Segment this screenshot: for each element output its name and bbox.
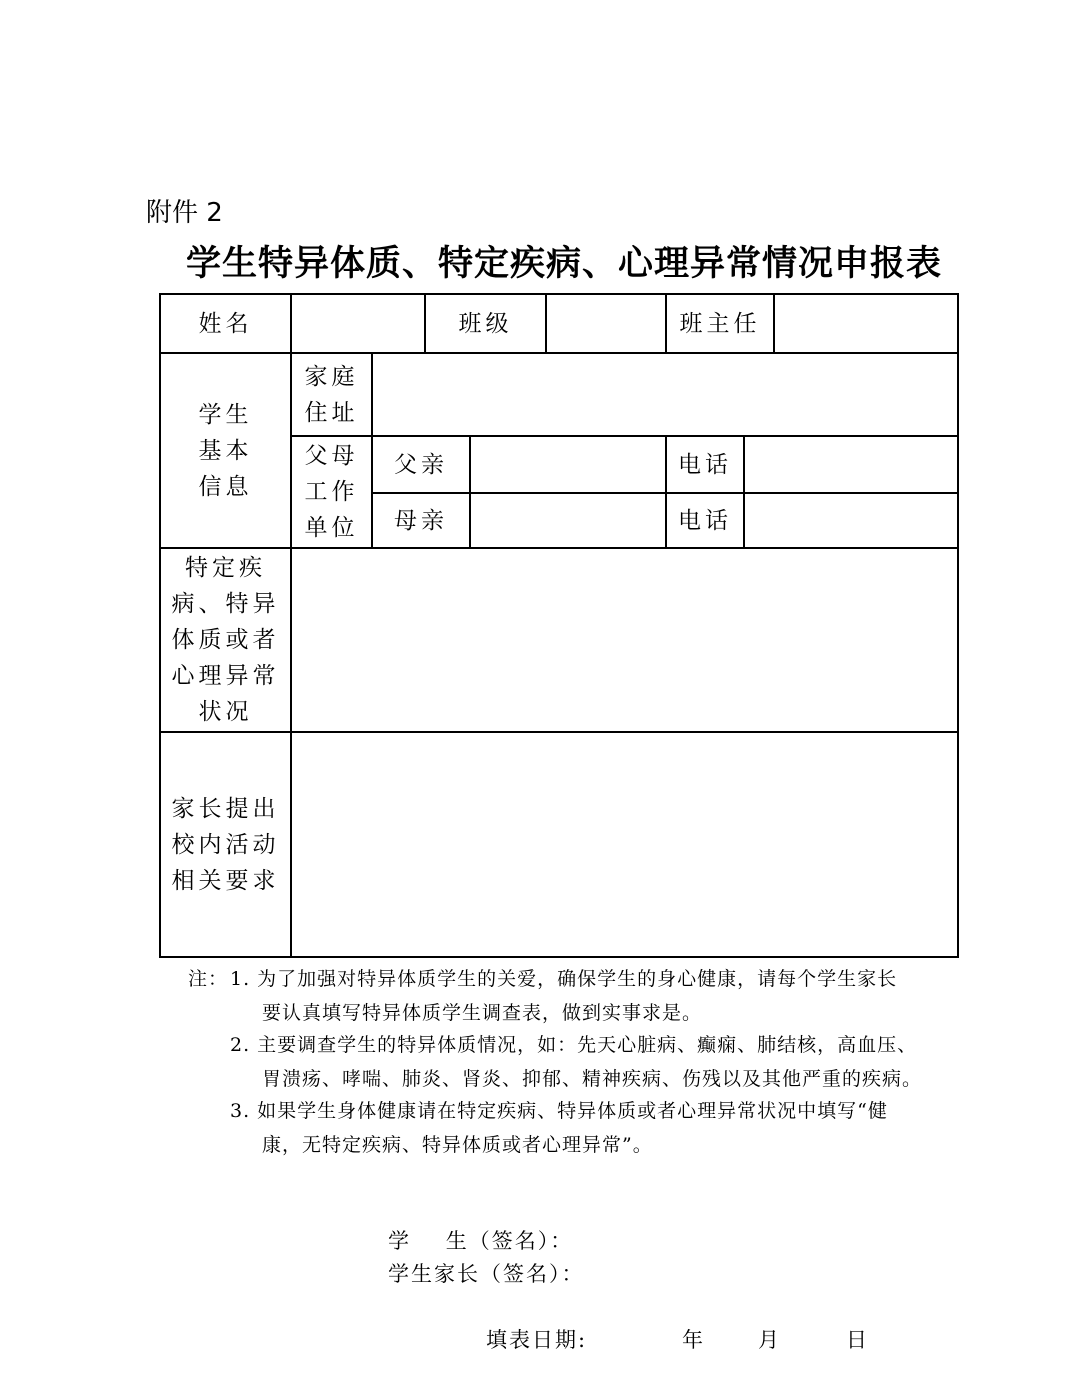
- father-workplace-field[interactable]: [471, 437, 665, 492]
- date-month-label: 月: [758, 1328, 781, 1352]
- parent-requirements-label: 家长提出 校内活动 相关要求: [171, 795, 280, 894]
- father-label: 父亲: [394, 451, 448, 478]
- home-address-field[interactable]: [373, 354, 957, 435]
- note-2-line-1: 2. 主要调查学生的特异体质情况，如：先天心脏病、癫痫、肺结核，高血压、: [230, 1034, 918, 1056]
- student-signature-label: 学 生（签名）：: [388, 1229, 574, 1253]
- note-1-line-1: 1. 为了加强对特异体质学生的关爱，确保学生的身心健康，请每个学生家长: [230, 968, 898, 990]
- class-label: 班级: [458, 310, 513, 337]
- mother-phone-label: 电话: [678, 507, 732, 534]
- note-3-line-2: 康，无特定疾病、特异体质或者心理异常”。: [262, 1134, 653, 1156]
- parent-workplace-label: 父母 工作 单位: [304, 443, 359, 541]
- fill-date-label: 填表日期:: [486, 1328, 588, 1352]
- mother-label: 母亲: [394, 507, 448, 534]
- father-phone-label: 电话: [678, 451, 732, 478]
- attachment-label: 附件 2: [146, 198, 223, 228]
- condition-field[interactable]: [292, 549, 957, 731]
- notes-prefix: 注：: [188, 968, 229, 990]
- mother-phone-field[interactable]: [745, 494, 957, 547]
- head-teacher-field[interactable]: [775, 295, 957, 352]
- note-2-line-2: 胃溃疡、哮喘、肺炎、肾炎、抑郁、精神疾病、伤残以及其他严重的疾病。: [262, 1068, 923, 1090]
- date-year-label: 年: [682, 1328, 705, 1352]
- parent-requirements-field[interactable]: [292, 733, 957, 956]
- note-1-line-2: 要认真填写特异体质学生调查表，做到实事求是。: [262, 1002, 703, 1024]
- parent-signature-label: 学生家长（签名）：: [388, 1262, 585, 1286]
- condition-label: 特定疾 病、特异 体质或者 心理异常 状况: [171, 555, 280, 725]
- note-3-line-1: 3. 如果学生身体健康请在特定疾病、特异体质或者心理异常状况中填写“健: [230, 1100, 888, 1122]
- mother-workplace-field[interactable]: [471, 494, 665, 547]
- home-address-label: 家庭 住址: [304, 363, 359, 426]
- head-teacher-label: 班主任: [679, 310, 761, 337]
- form-title: 学生特异体质、特定疾病、心理异常情况申报表: [186, 244, 943, 284]
- basic-info-label: 学生 基本 信息: [198, 401, 253, 500]
- date-day-label: 日: [846, 1328, 869, 1352]
- name-label: 姓名: [198, 310, 253, 337]
- class-field[interactable]: [547, 295, 665, 352]
- father-phone-field[interactable]: [745, 437, 957, 492]
- name-field[interactable]: [292, 295, 424, 352]
